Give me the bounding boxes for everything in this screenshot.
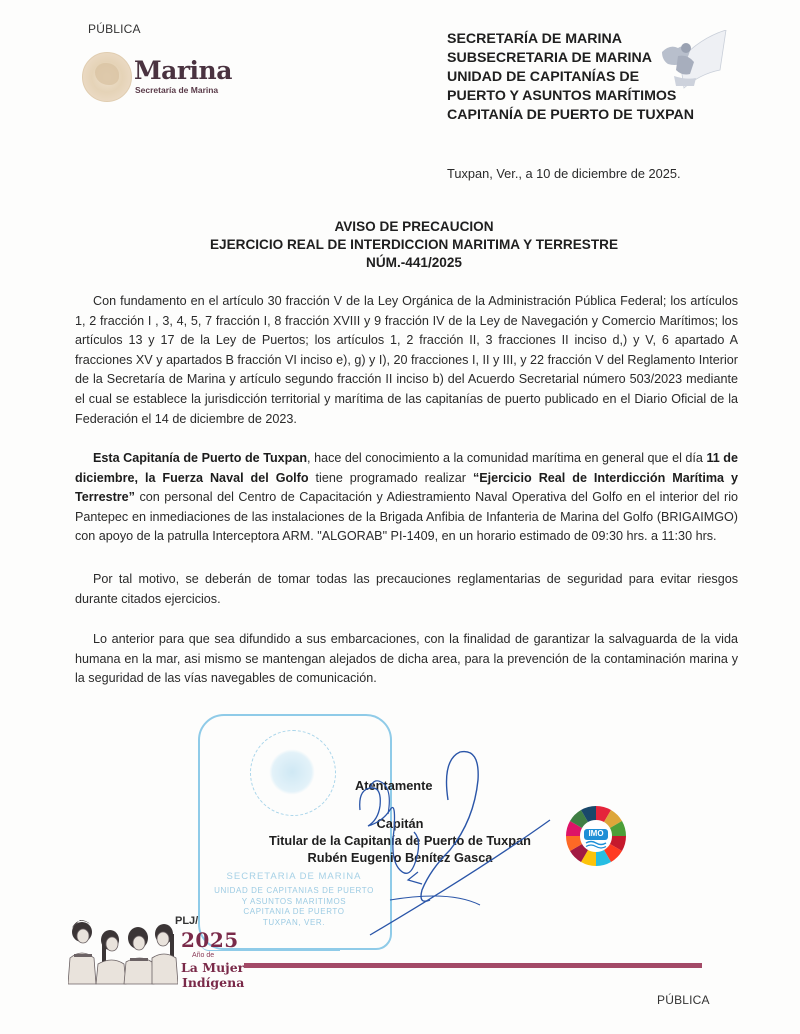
commemorative-motto-line1: La Mujer — [181, 960, 245, 975]
stamp-seal-icon — [250, 730, 336, 816]
paragraph-text: con personal del Centro de Capacitación y Adiestramiento Naval Operativa del Golfo en el interior del rio Pantepec en inmediaciones de las instalaciones de la Brigada Anfibia de Infanteria de Marina del Golfo (BRIGAIMGO) con apoyo de la patrulla Interceptora ARM. "ALGORAB" PI-1409, en un horario estimado de 09:30 hrs. a 11:30 hrs. — [75, 490, 738, 544]
author-initials: PLJ/ — [175, 915, 199, 927]
classification-label-bottom: PÚBLICA — [657, 993, 710, 1007]
classification-label-top: PÚBLICA — [88, 22, 141, 36]
issuing-authority-header — [447, 30, 694, 125]
flag-bearer-icon — [660, 30, 728, 92]
title-line-notice-type: AVISO DE PRECAUCION — [334, 219, 494, 234]
paragraph-text: , hace del conocimiento a la comunidad marítima en general que el día — [307, 451, 707, 465]
logo-subtitle: Secretaría de Marina — [135, 85, 219, 95]
header-line: CAPITANÍA DE PUERTO DE TUXPAN — [447, 107, 694, 123]
signatory-position: Titular de la Capitanía de Puerto de Tuxpan — [269, 833, 531, 848]
stamp-text-line: CAPITANIA DE PUERTO — [243, 907, 345, 916]
header-line: SUBSECRETARIA DE MARINA — [447, 50, 652, 66]
footer-accent-bar — [244, 963, 702, 968]
paragraph-text: Por tal motivo, se deberán de tomar todas las precauciones reglamentarias de seguridad para evitar riesgos durante citados ejercicios. — [75, 572, 738, 606]
emphasis-capitania: Esta Capitanía de Puerto de Tuxpan — [93, 451, 308, 465]
emphasis-date-force: 11 de diciembre, la Fuerza Naval del Golfo — [75, 451, 738, 485]
national-seal-icon — [82, 52, 132, 102]
exercise-announcement-paragraph — [75, 449, 738, 547]
signatory-rank: Capitán — [376, 816, 424, 831]
header-line: SECRETARÍA DE MARINA — [447, 31, 622, 47]
header-line: PUERTO Y ASUNTOS MARÍTIMOS — [447, 88, 677, 104]
paragraph-text: Con fundamento en el artículo 30 fracción V de la Ley Orgánica de la Administración Pública Federal; los artículos 1, 2 fracción I , 3, 4, 5, 7 fracción I, 8 fracción XVIII y 9 fracción IV de la Ley de Navegación y Comercio Marítimos; los artículos 13 y 17 de la Ley de Puertos; los artículos 1, 2 fracción II, 3 fracciones II inciso d,) y V, 6 apartado A fracciones XV y apartados B fracción VI inciso e), g) y I), 20 fracciones I, II y III, y 22 fracción V del Reglamento Interior de la Secretaría de Marina y artículo segundo fracción II inciso b) del Acuerdo Secretarial número 503/2023 mediante el cual se establece la jurisdicción territorial y marítima de las capitanías de puerto publicado en el Diario Oficial de la Federación el 14 de diciembre de 2023. — [75, 294, 738, 426]
title-line-exercise: EJERCICIO REAL DE INTERDICCION MARITIMA Y TERRESTRE — [209, 237, 619, 252]
commemorative-year: 2025 — [181, 928, 239, 952]
legal-basis-paragraph — [75, 292, 738, 429]
imo-sdg-logo — [565, 805, 627, 867]
notice-title — [0, 218, 800, 272]
marina-logo — [82, 52, 232, 108]
logo-wordmark: Marina — [134, 56, 232, 85]
paragraph-text: tiene programado realizar — [308, 470, 473, 485]
indigenous-women-illustration — [68, 918, 178, 986]
signatory-name: Rubén Eugenio Benítez Gasca — [307, 850, 493, 865]
precautions-paragraph — [75, 570, 738, 609]
stamp-text-secretaria: SECRETARIA DE MARINA — [226, 871, 362, 882]
header-line: UNIDAD DE CAPITANÍAS DE — [447, 69, 640, 85]
stamp-text-line: UNIDAD DE CAPITANIAS DE PUERTO — [214, 886, 374, 895]
imo-logo-label: IMO — [588, 829, 604, 838]
commemorative-year-caption: Año de — [192, 952, 215, 959]
stamp-text-line: TUXPAN, VER. — [262, 917, 326, 927]
title-line-number: NÚM.-441/2025 — [366, 255, 462, 270]
stamp-text-line: Y ASUNTOS MARITIMOS — [241, 896, 347, 906]
dissemination-paragraph — [75, 630, 738, 689]
handwritten-signature — [330, 740, 560, 940]
commemorative-motto-line2: Indígena — [182, 975, 245, 990]
paragraph-text: Lo anterior para que sea difundido a sus embarcaciones, con la finalidad de garantizar la salvaguarda de la vida humana en la mar, asi mismo se mantengan alejados de dicha area, para la prevención de la contaminación marina y la seguridad de las vías navegables de comunicación. — [75, 632, 738, 686]
emphasis-exercise-name: “Ejercicio Real de Interdicción Marítima y Terrestre” — [75, 470, 739, 505]
document-date: Tuxpan, Ver., a 10 de diciembre de 2025. — [447, 166, 681, 181]
closing-salutation: Atentamente — [355, 778, 433, 793]
